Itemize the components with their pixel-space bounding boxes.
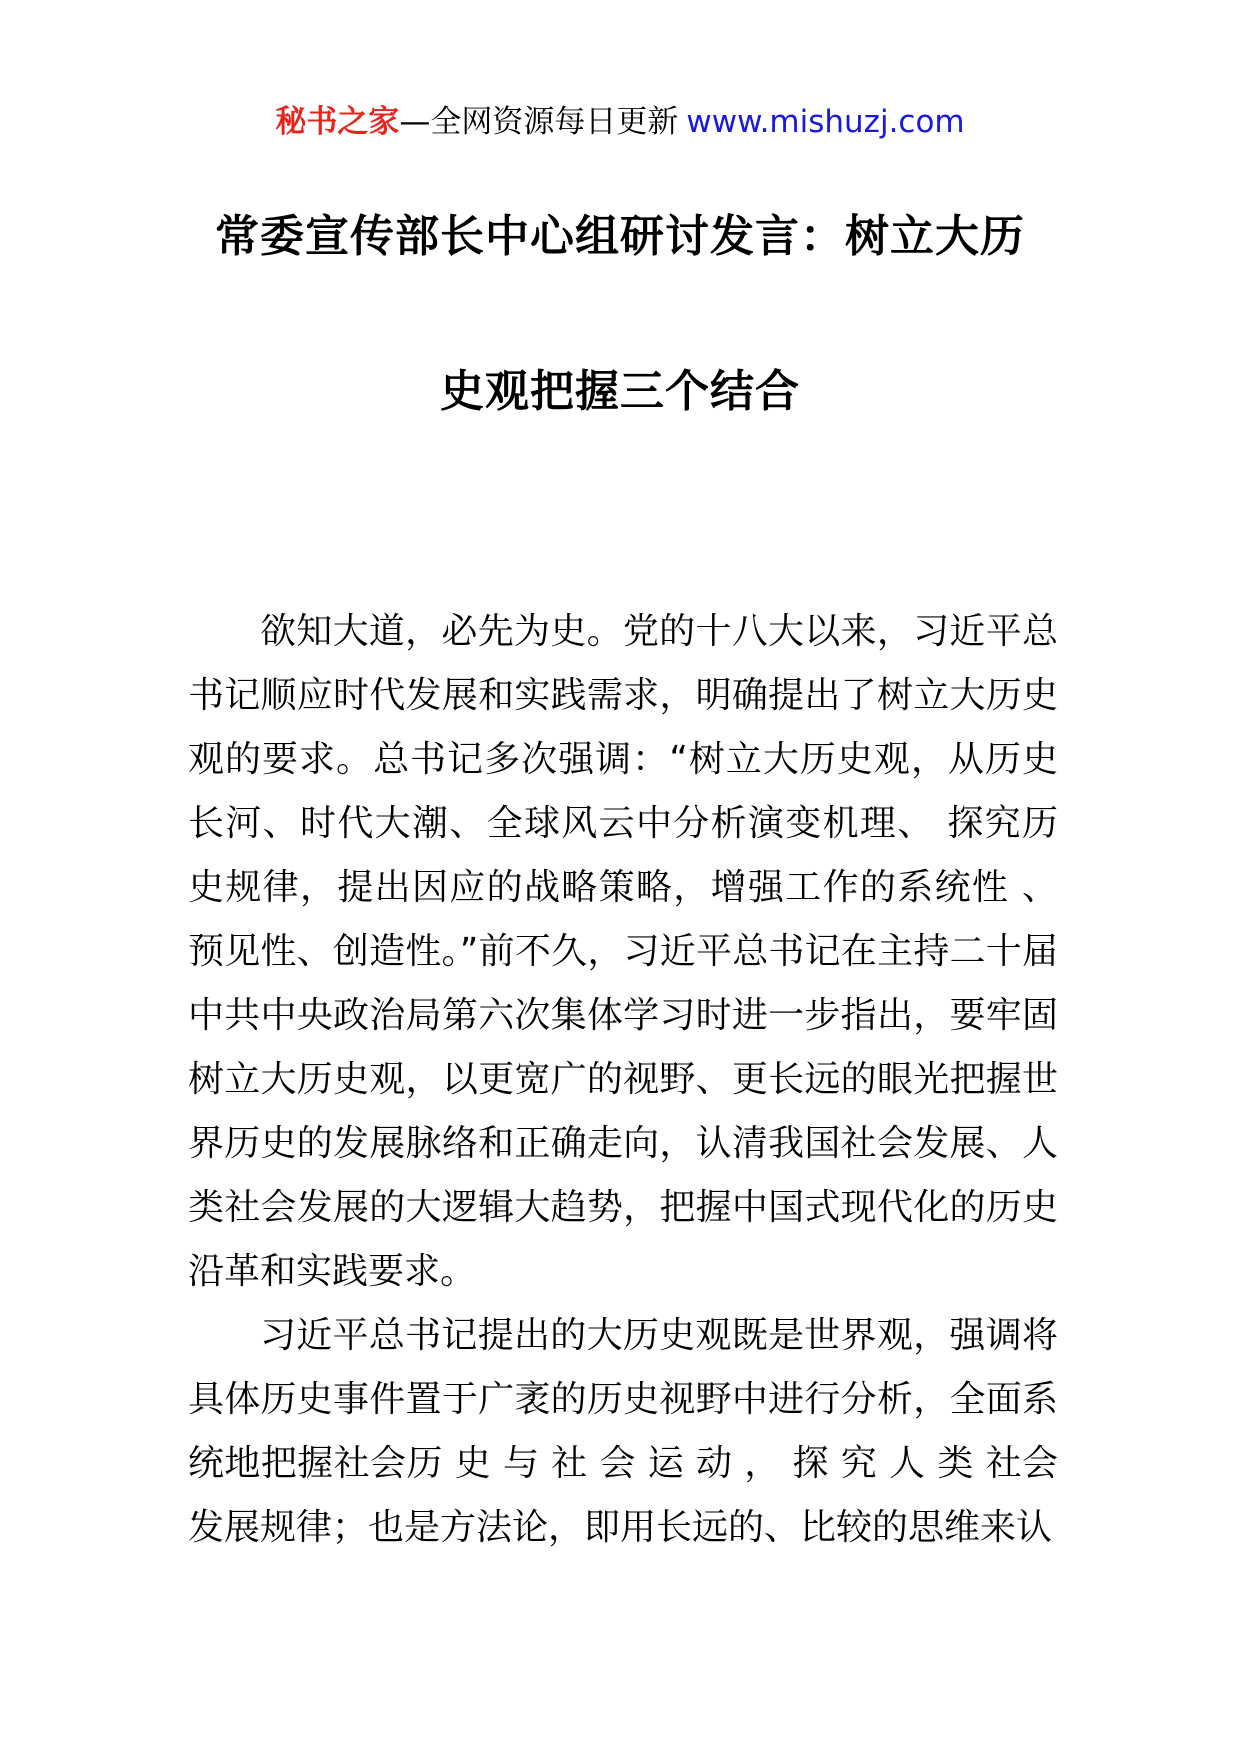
paragraph-1: 欲知大道，必先为史。党的十八大以来，习近平总书记顺应时代发展和实践需求，明确提出了树立大历史观的要求。总书记多次强调：“树立大历史观，从历史长河、时代大潮、全球风云中分析演变机理、 探究历史规律，提出因应的战略策略，增强工作的系统性 、预见性、创造性。”前不久，习近平总书记在主持二十届中共中央政治局第六次集体学习时进一步指出，要牢固树立大历史观，以更宽广的视野、更长远的眼光把握世界历史的发展脉络和正确走向，认清我国社会发展、人类社会发展的大逻辑大趋势，把握中国式现代化的历史沿革和实践要求。 — [188, 611, 1058, 1292]
document-title-line-2: 史观把握三个结合 — [440, 366, 800, 417]
header-tagline: —全网资源每日更新 — [399, 104, 679, 140]
site-header — [0, 100, 1240, 144]
brand-name: 秘书之家 — [275, 104, 400, 140]
document-body — [188, 600, 1058, 1560]
paragraph-2: 习近平总书记提出的大历史观既是世界观，强调将具体历史事件置于广袤的历史视野中进行分析，全面系统地把握社会历 史 与 社 会 运 动 ， 探 究 人 类 社会发展规律；也是方法论，即用长远的、比较的思维来认 — [188, 1315, 1058, 1548]
document-title-line-1: 常委宣传部长中心组研讨发言：树立大历 — [215, 211, 1025, 262]
site-url-link[interactable]: www.mishuzj.com — [686, 104, 965, 140]
